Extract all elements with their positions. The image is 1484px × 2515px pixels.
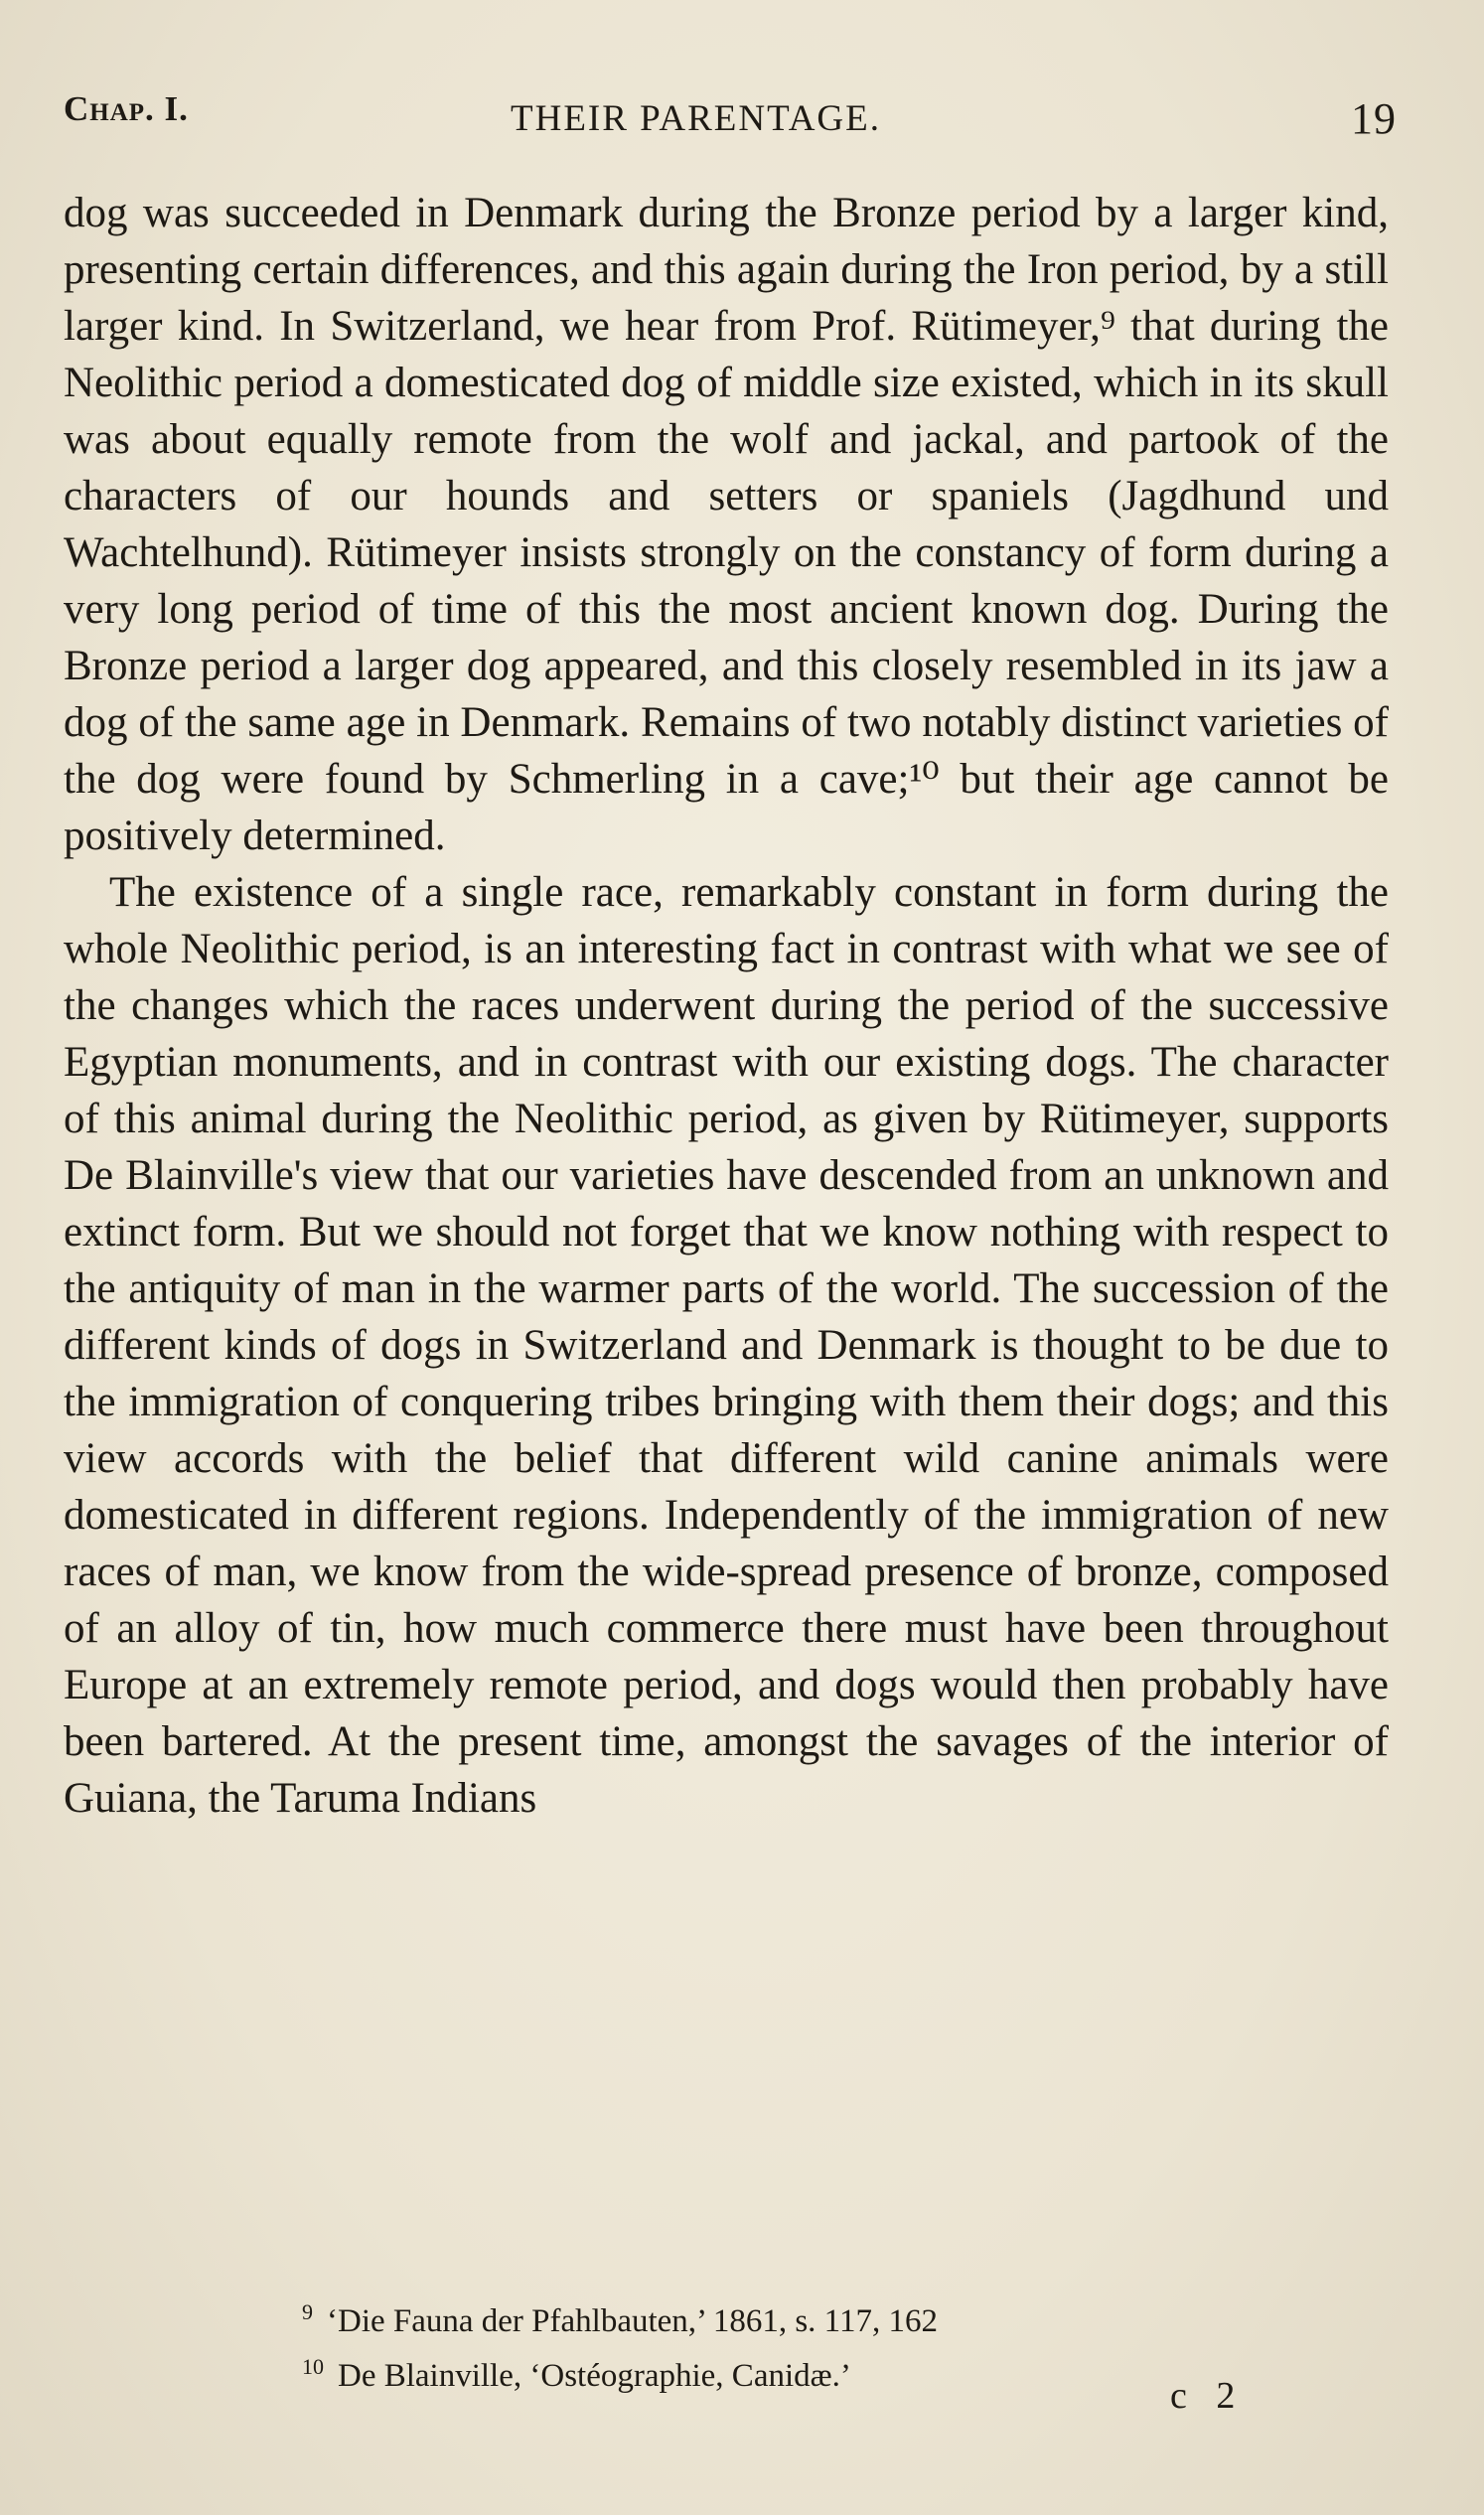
footnote-number: 9 — [302, 2299, 313, 2324]
footnote-9 — [302, 2290, 938, 2344]
paragraph-continuation: dog was succeeded in Denmark during the Bronze period by a larger kind, presenting certain differences, and this again during the Iron period, by a still larger kind. In Switzerland, we hear from Prof. Rütimeyer,⁹ that during the Neolithic period a domesticated dog of middle size existed, which in its skull was about equally remote from the wolf and jackal, and partook of the characters of our hounds and setters or spaniels (Jagdhund und Wachtelhund). Rütimeyer insists strongly on the constancy of form during a very long period of time of this the most ancient known dog. During the Bronze period a larger dog appeared, and this closely resembled in its jaw a dog of the same age in Denmark. Remains of two notably distinct varieties of the dog were found by Schmerling in a cave;¹⁰ but their age cannot be positively determined. — [64, 190, 1389, 859]
page-number: 19 — [1351, 94, 1397, 143]
footnote-text: De Blainville, ‘Ostéographie, Canidæ.’ — [338, 2358, 851, 2394]
body-text — [64, 185, 1389, 1827]
running-title: THEIR PARENTAGE. — [511, 98, 882, 139]
footnote-text: ‘Die Fauna der Pfahlbauten,’ 1861, s. 117, 162 — [327, 2303, 938, 2339]
running-head — [64, 81, 1397, 143]
footnote-10 — [302, 2344, 938, 2399]
footnotes — [302, 2290, 938, 2399]
signature-mark: c 2 — [1170, 2375, 1246, 2417]
paragraph-single-race: The existence of a single race, remarkably constant in form during the whole Neolithic period, is an interesting fact in contrast with what we see of the changes which the races underwent during the period of the successive Egyptian monuments, and in contrast with our existing dogs. The character of this animal during the Neolithic period, as given by Rütimeyer, supports De Blainville's view that our varieties have descended from an unknown and extinct form. But we should not forget that we know nothing with respect to the antiquity of man in the warmer parts of the world. The succession of the different kinds of dogs in Switzerland and Denmark is thought to be due to the immigration of conquering tribes bringing with them their dogs; and this view accords with the belief that different wild canine animals were domesticated in different regions. Independently of the immigration of new races of man, we know from the wide-spread presence of bronze, composed of an alloy of tin, how much commerce there must have been throughout Europe at an extremely remote period, and dogs would then probably have been bartered. At the present time, amongst the savages of the interior of Guiana, the Taruma Indians — [64, 869, 1389, 1822]
chapter-label: Chap. I. — [64, 89, 189, 128]
footnote-number: 10 — [302, 2354, 324, 2379]
